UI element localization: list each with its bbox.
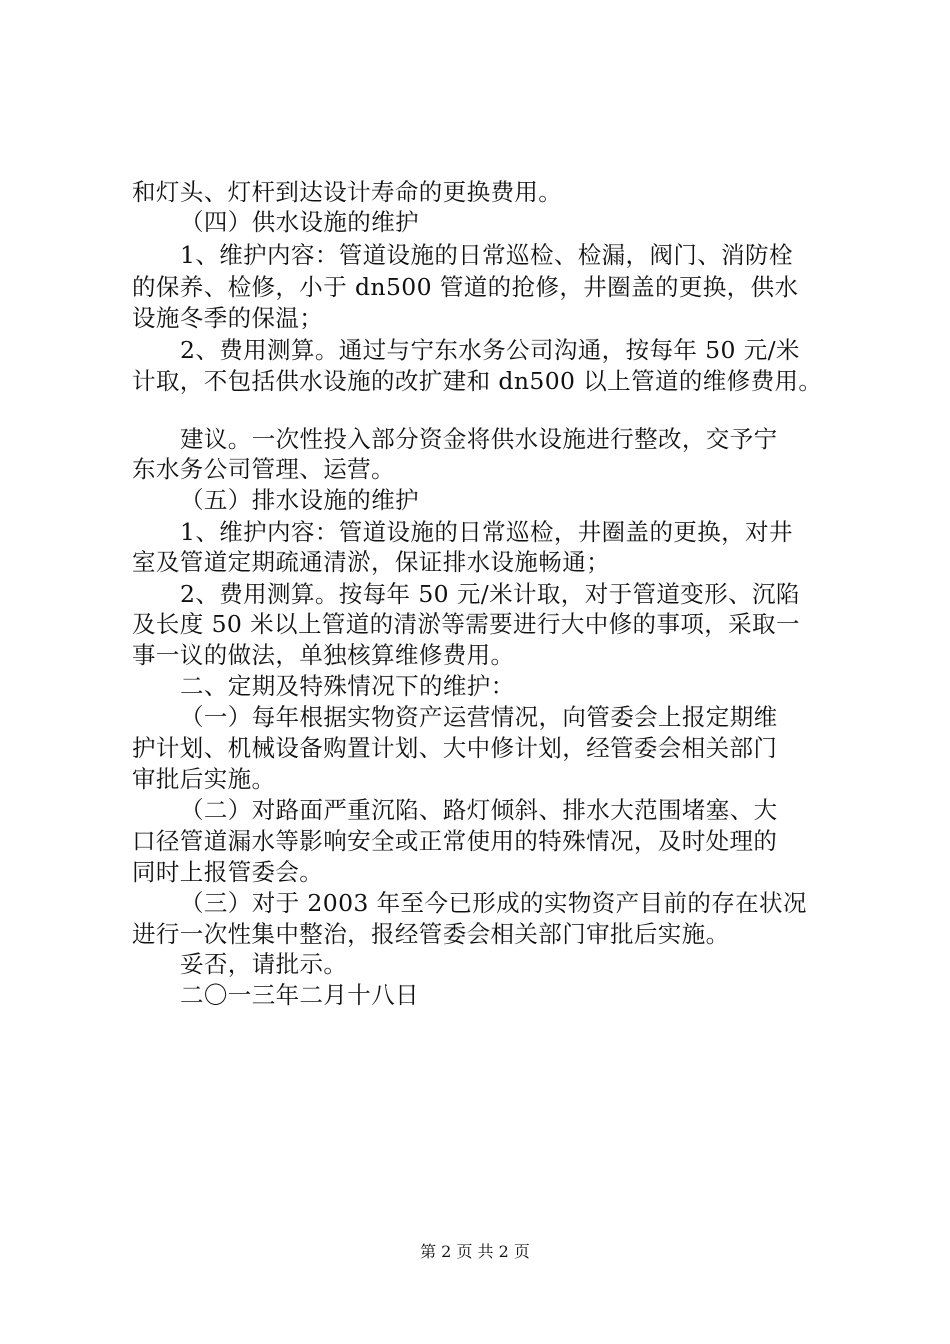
text-line-24: 进行一次性集中整治，报经管委会相关部门审批后实施。 (132, 920, 730, 948)
text-line-26: 二〇一三年二月十八日 (180, 981, 419, 1009)
text-line-25: 妥否，请批示。 (180, 950, 348, 978)
text-line-17: （一）每年根据实物资产运营情况，向管委会上报定期维 (180, 703, 778, 731)
text-line-20: （二）对路面严重沉陷、路灯倾斜、排水大范围堵塞、大 (180, 796, 778, 824)
text-line-19: 审批后实施。 (132, 765, 276, 793)
text-line-13: 2、费用测算。按每年 50 元/米计取，对于管道变形、沉陷 (180, 580, 800, 608)
text-line-5: 设施冬季的保温； (132, 304, 324, 332)
text-line-8: 建议。一次性投入部分资金将供水设施进行整改，交予宁 (180, 425, 778, 453)
text-line-3: 1、维护内容：管道设施的日常巡检、检漏，阀门、消防栓 (180, 241, 793, 269)
text-line-10: （五）排水设施的维护 (180, 486, 419, 514)
text-line-1: 和灯头、灯杆到达设计寿命的更换费用。 (132, 178, 563, 206)
page-footer: 第 2 页 共 2 页 (420, 1242, 530, 1261)
text-line-12: 室及管道定期疏通清淤，保证排水设施畅通； (132, 548, 610, 576)
text-line-15: 事一议的做法，单独核算维修费用。 (132, 641, 515, 669)
text-line-14: 及长度 50 米以上管道的清淤等需要进行大中修的事项，采取一 (132, 610, 800, 638)
text-line-4: 的保养、检修，小于 dn500 管道的抢修，井圈盖的更换，供水 (132, 273, 799, 301)
text-line-9: 东水务公司管理、运营。 (132, 455, 395, 483)
text-line-22: 同时上报管委会。 (132, 858, 324, 886)
text-line-7: 计取，不包括供水设施的改扩建和 dn500 以上管道的维修费用。 (132, 367, 823, 395)
text-line-18: 护计划、机械设备购置计划、大中修计划，经管委会相关部门 (132, 734, 778, 762)
text-line-21: 口径管道漏水等影响安全或正常使用的特殊情况，及时处理的 (132, 827, 778, 855)
text-line-11: 1、维护内容：管道设施的日常巡检，井圈盖的更换，对井 (180, 518, 793, 546)
text-line-6: 2、费用测算。通过与宁东水务公司沟通，按每年 50 元/米 (180, 336, 800, 364)
text-line-23: （三）对于 2003 年至今已形成的实物资产目前的存在状况 (180, 889, 807, 917)
text-line-2: （四）供水设施的维护 (180, 208, 419, 236)
text-line-16: 二、定期及特殊情况下的维护： (180, 672, 515, 700)
